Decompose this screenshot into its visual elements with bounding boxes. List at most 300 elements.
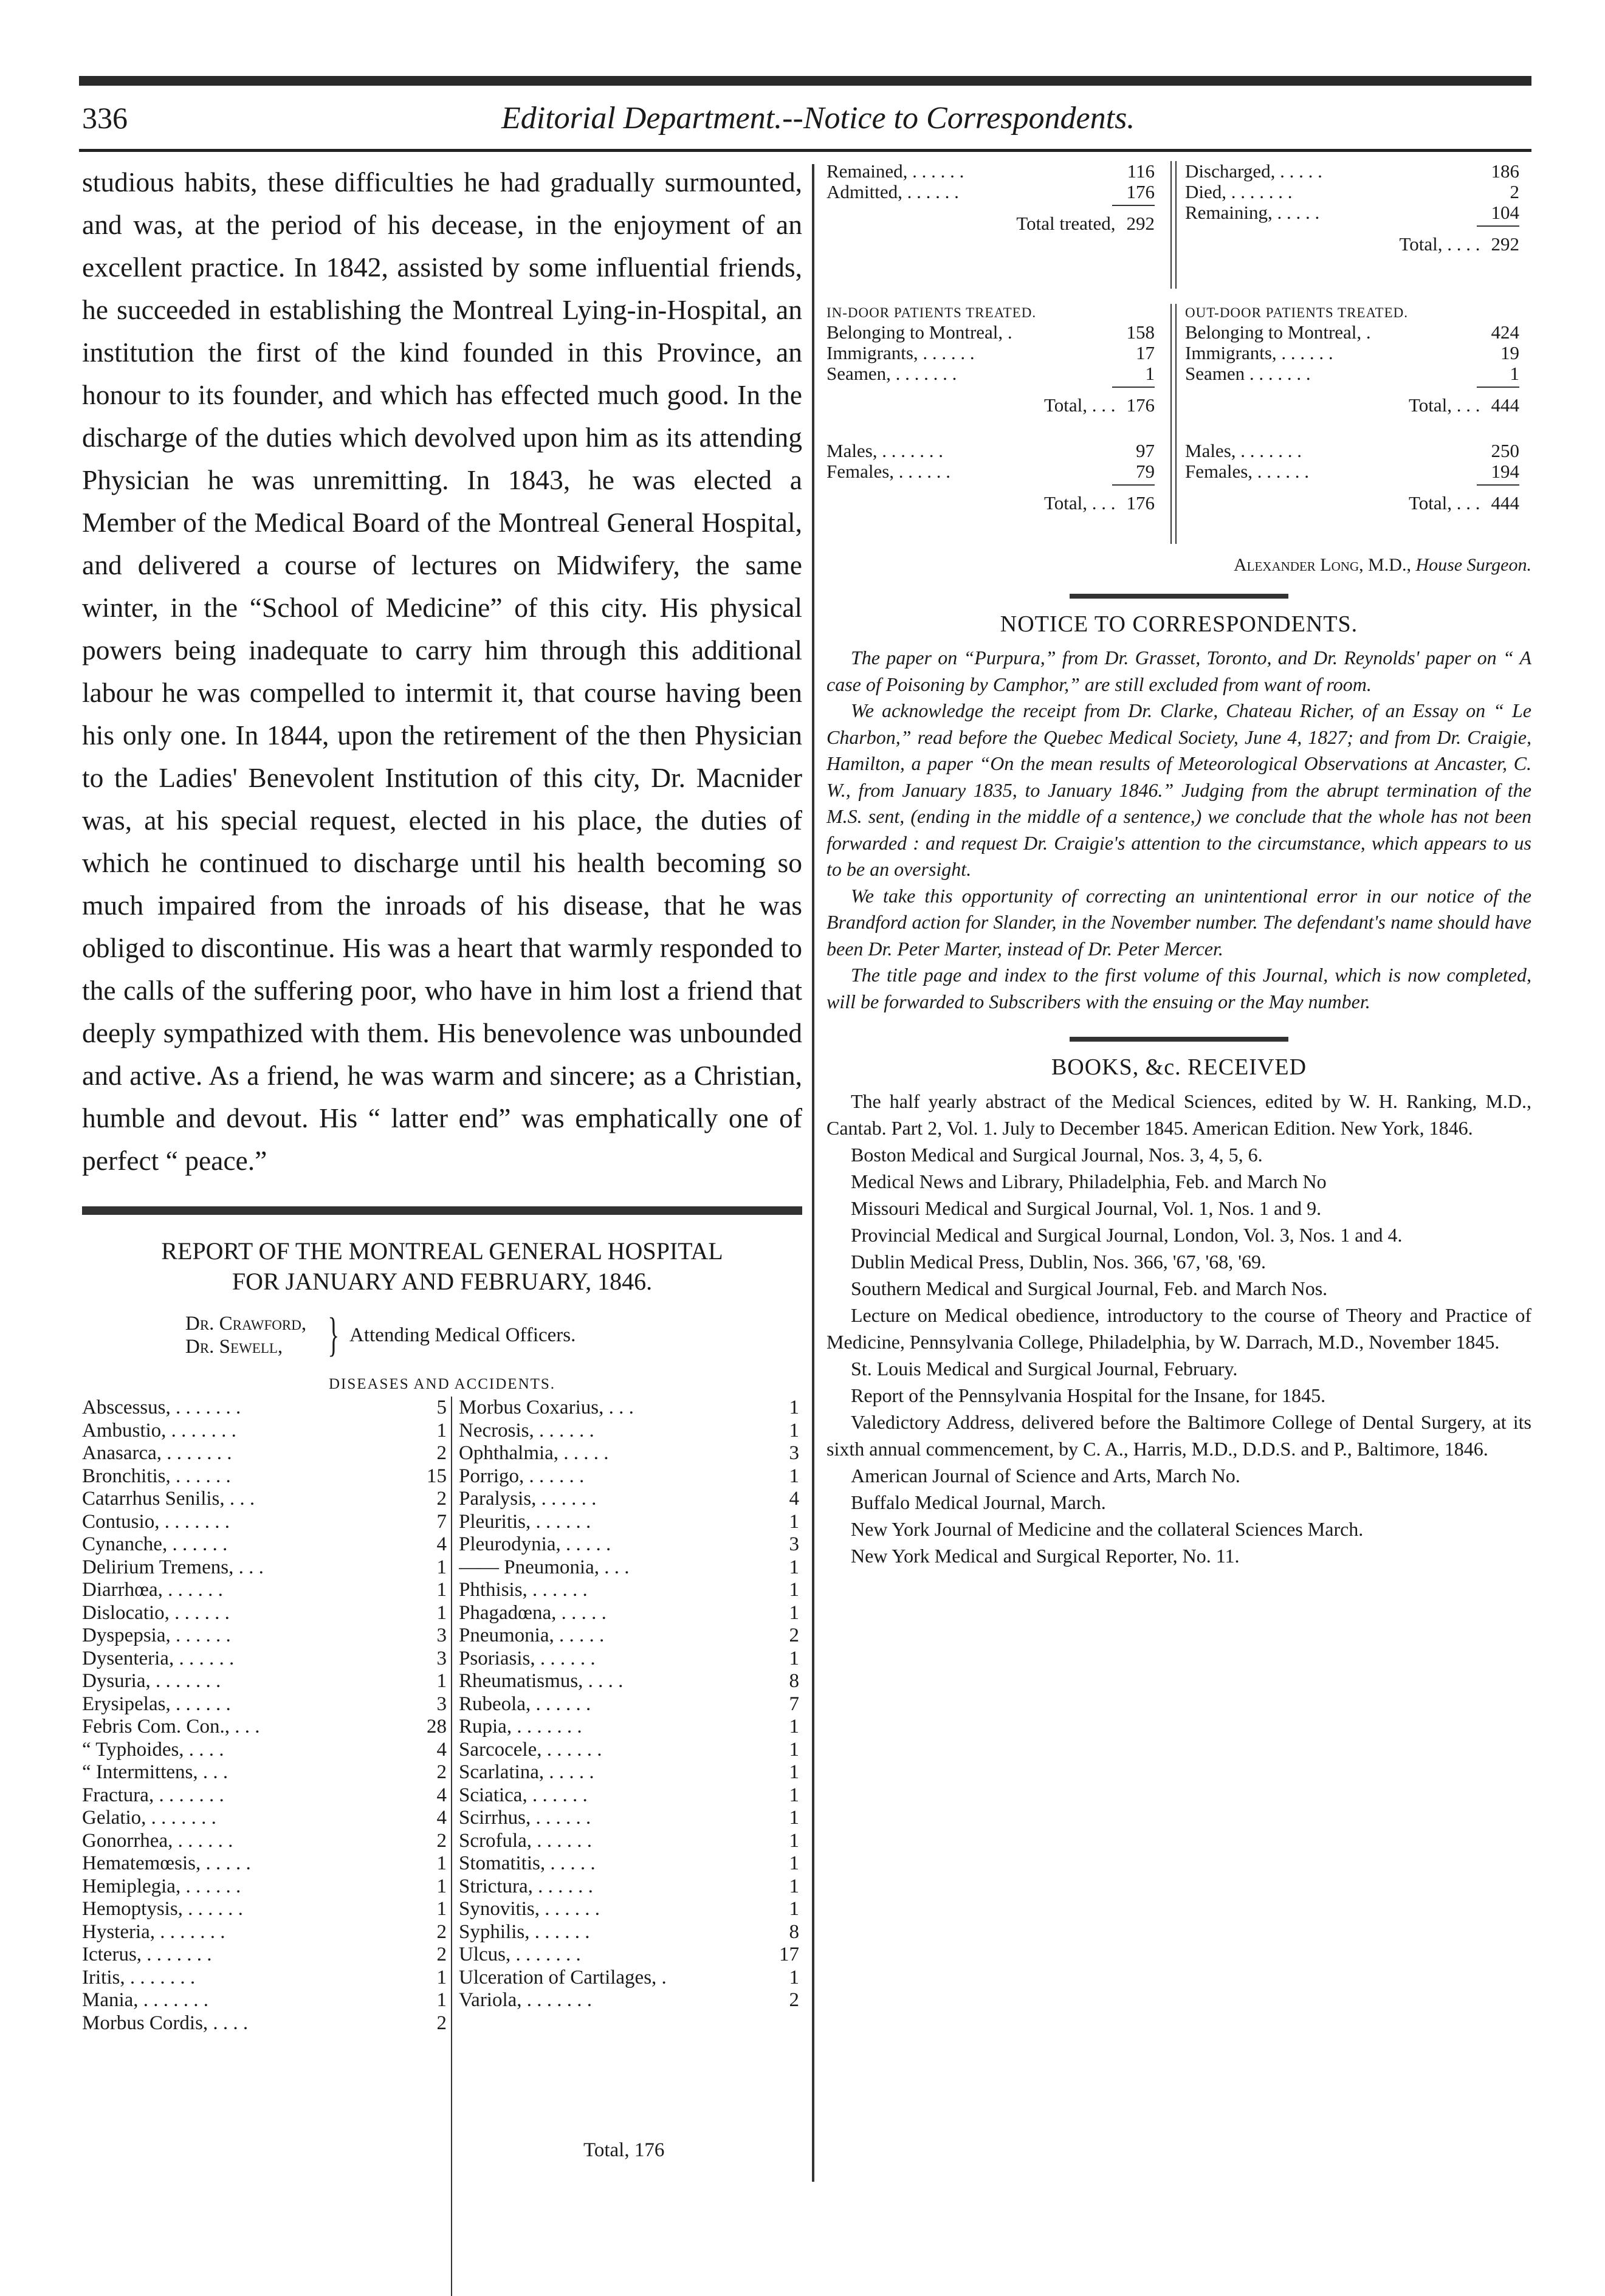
row-value: 1 [436,1966,447,1988]
row-label: Bronchitis, . . . . . . [82,1465,231,1487]
row-label: Hysteria, . . . . . . . [82,1920,225,1943]
row-label: Ambustio, . . . . . . . [82,1419,236,1442]
row-value: 1 [436,1670,447,1692]
row-label: Iritis, . . . . . . . [82,1966,196,1988]
row-label: Delirium Tremens, . . . [82,1556,264,1578]
row-label: Pneumonia, . . . . . [459,1624,605,1646]
table-row [459,1830,799,1853]
books-section [827,1088,1531,1569]
out-door-heading: OUT-DOOR PATIENTS TREATED. [1185,305,1408,320]
row-value: 7 [436,1510,447,1533]
row-value: 1 [436,1875,447,1897]
row-label: Diarrhœa, . . . . . . [82,1579,223,1601]
out-total-value: 444 [1491,394,1519,416]
table-row [82,2012,447,2035]
table-row [459,1488,799,1511]
in-sex-total-label: Total, . . . [1043,492,1116,514]
row-value: 4 [436,1533,447,1555]
row-label: Contusio, . . . . . . . [82,1510,230,1533]
row-label: Ophthalmia, . . . . . [459,1442,609,1464]
row-value: 97 [1136,440,1155,461]
table-row [82,1533,447,1556]
book-entry: Lecture on Medical obedience, introductory to the course of Theory and Practice of Medicine, Pennsylvania College, Philadelphia, by W. Darrach, M.D., November 1845. [827,1304,1531,1353]
table-row [1185,202,1519,223]
row-label: Variola, . . . . . . . [459,1989,593,2011]
row-value: 4 [436,1807,447,1829]
row-value: 1 [789,1465,799,1487]
report-total [583,2139,664,2162]
row-label: Anasarca, . . . . . . . [82,1442,232,1464]
book-entry: Provincial Medical and Surgical Journal, London, Vol. 3, Nos. 1 and 4. [851,1224,1403,1246]
officer-name: Dr. Sewell, [185,1336,283,1358]
left-column [82,161,802,2034]
row-value: 1 [789,1579,799,1601]
table-row [459,1579,799,1602]
row-label: Mania, . . . . . . . [82,1989,209,2011]
biography-paragraph: studious habits, these difficulties he had gradually surmounted, and was, at the period of his decease, in the enjoyment of an excellent practice. In 1842, assisted by some influential friends, he succeeded in establishing the Montreal Lying-in-Hospital, an institution the first of the kind founded in this Province, an honour to its founder, and which has effected much good. In the discharge of the duties which devolved upon him as its attending Physician he was unremitting. In 1843, he was elected a Member of the Medical Board of the Montreal General Hospital, and delivered a course of lectures on Midwifery, the same winter, in the “School of Medicine” of this city. His physical powers being inadequate to carry him through this additional labour he was compelled to intermit it, that course having been his only one. In 1844, upon the retirement of the then Physician to the Ladies' Benevolent Institution of this city, Dr. Macnider was, at his special request, elected in his place, the duties of which he continued to discharge until his health becoming so much impaired from the inroads of his disease, that he was obliged to discontinue. His was a heart that warmly responded to the calls of the suffering poor, who have in him lost a friend that deeply sympathized with them. His benevolence was unbounded and active. As a friend, he was warm and sincere; as a Christian, humble and devout. His “ latter end” was emphatically one of perfect “ peace.” [82,167,802,1176]
row-value: 15 [427,1465,447,1487]
book-entry: Missouri Medical and Surgical Journal, Vol. 1, Nos. 1 and 9. [851,1197,1322,1219]
row-value: 176 [1126,181,1155,202]
table-row [82,1693,447,1716]
diseases-separator [451,1397,452,2296]
table-row [1185,182,1519,202]
row-label: Sarcocele, . . . . . . [459,1738,602,1761]
table-row [459,1511,799,1534]
row-value: 1 [436,1898,447,1920]
row-label: Remaining, . . . . . [1185,202,1320,223]
row-value: 1 [789,1875,799,1897]
row-label: Ulcus, . . . . . . . [459,1944,581,1965]
notice-title: NOTICE TO CORRESPONDENTS. [1000,611,1358,637]
row-label: Abscessus, . . . . . . . [82,1397,241,1418]
row-value: 2 [789,1989,799,2011]
row-value: 1 [789,1784,799,1806]
row-value: 250 [1491,440,1519,461]
row-label: Phagadœna, . . . . . [459,1601,607,1624]
row-label: Immigrants, . . . . . . [827,342,975,363]
row-label: Belonging to Montreal, . [1185,321,1371,343]
row-label: Immigrants, . . . . . . [1185,342,1333,363]
row-label: Hemoptysis, . . . . . . [82,1898,243,1920]
officer-names [185,1312,306,1358]
row-value: 1 [789,1556,799,1578]
table-row [82,1898,447,1921]
row-value: 2 [436,1761,447,1783]
book-entry: Report of the Pennsylvania Hospital for the Insane, for 1845. [851,1384,1326,1406]
row-label: “ Intermittens, . . . [82,1761,229,1783]
row-value: 2 [789,1624,799,1646]
row-value: 1 [789,1647,799,1669]
row-value: 1 [436,1852,447,1874]
table-row [82,1875,447,1899]
officer-name: Dr. Crawford, [185,1313,307,1335]
row-label: Admitted, . . . . . . [827,181,959,202]
row-label: Cynanche, . . . . . . [82,1533,228,1555]
row-value: 7 [789,1693,799,1715]
row-label: Fractura, . . . . . . . [82,1784,224,1806]
row-value: 1 [436,1579,447,1601]
book-entry: Medical News and Library, Philadelphia, Feb. and March No [851,1170,1327,1192]
stats-separator [1170,304,1172,441]
table-row [82,1761,447,1784]
row-value: 2 [436,1944,447,1965]
row-label: Febris Com. Con., . . . [82,1716,260,1737]
table-row [459,1693,799,1716]
row-value: 28 [427,1716,447,1737]
row-value: 19 [1500,342,1519,363]
row-value: 8 [789,1670,799,1692]
row-value: 17 [779,1944,799,1965]
row-value: 1 [436,1989,447,2011]
top-border-rule [79,76,1531,86]
table-row [82,1442,447,1465]
out-sex-total-label: Total, . . . [1408,492,1480,514]
table-row [82,1465,447,1488]
table-row [82,1648,447,1671]
row-label: Scirrhus, . . . . . . [459,1807,591,1829]
row-label: Dyspepsia, . . . . . . [82,1624,231,1646]
table-row [827,441,1155,461]
row-label: Strictura, . . . . . . [459,1875,593,1897]
table-row [82,1989,447,2012]
table-row [82,1579,447,1602]
table-row [1185,363,1519,384]
table-row [827,322,1155,343]
table-row [827,161,1155,182]
in-sex-total [827,493,1155,514]
row-value: 186 [1491,160,1519,182]
row-label: —— Pneumonia, . . . [459,1556,630,1578]
sum-rule [1112,484,1155,486]
row-value: 3 [789,1533,799,1555]
row-value: 1 [789,1829,799,1852]
table-row [459,1739,799,1762]
table-row [827,461,1155,482]
diseases-heading: DISEASES AND ACCIDENTS. [328,1376,556,1392]
row-label: Rubeola, . . . . . . [459,1693,591,1715]
row-value: 1 [1145,363,1155,384]
row-value: 1 [789,1601,799,1624]
row-label: Females, . . . . . . [1185,461,1310,482]
stats-separator [1175,441,1177,544]
row-label: Psoriasis, . . . . . . [459,1647,596,1669]
column-divider [812,164,814,2182]
book-entry: St. Louis Medical and Surgical Journal, February. [851,1358,1238,1380]
row-label: Ulceration of Cartilages, . [459,1966,667,1988]
in-total-value: 176 [1126,394,1155,416]
summary-left [827,161,1155,234]
row-value: 5 [436,1397,447,1418]
table-row [459,1898,799,1921]
table-row [1185,461,1519,482]
running-head: Editorial Department.--Notice to Correspondents. [501,101,1135,136]
stats-separator [1175,161,1177,289]
row-label: Pleuritis, . . . . . . [459,1510,591,1533]
row-label: Sciatica, . . . . . . [459,1784,588,1806]
row-label: Morbus Cordis, . . . . [82,2012,249,2034]
row-value: 2 [436,1488,447,1510]
book-entry: Buffalo Medical Journal, March. [851,1491,1106,1513]
sum-rule [1112,205,1155,206]
table-row [82,1602,447,1625]
table-row [827,363,1155,384]
book-entry: Dublin Medical Press, Dublin, Nos. 366, '67, '68, '69. [851,1251,1266,1273]
table-row [82,1716,447,1739]
table-row [82,1397,447,1420]
row-label: Hematemœsis, . . . . . [82,1852,251,1874]
in-total-label: Total, . . . [1043,394,1116,416]
row-value: 1 [789,1397,799,1418]
row-value: 1 [436,1419,447,1442]
row-value: 4 [436,1784,447,1806]
table-row [82,1511,447,1534]
row-label: Paralysis, . . . . . . [459,1488,597,1510]
in-sex-total-value: 176 [1126,492,1155,514]
table-row [459,1648,799,1671]
row-value: 17 [1136,342,1155,363]
table-row [459,1716,799,1739]
diseases-right-list [459,1397,799,2012]
page-header [82,100,1531,137]
row-label: Catarrhus Senilis, . . . [82,1488,255,1510]
book-entry: Southern Medical and Surgical Journal, Feb. and March Nos. [851,1277,1328,1299]
row-value: 194 [1491,461,1519,482]
row-label: Gelatio, . . . . . . . [82,1807,216,1829]
brace-glyph: } [328,1308,340,1361]
row-value: 2 [436,2012,447,2034]
row-value: 116 [1127,160,1155,182]
table-row [459,1442,799,1465]
row-label: Dysuria, . . . . . . . [82,1670,221,1692]
row-label: Porrigo, . . . . . . [459,1465,585,1487]
row-value: 1 [789,1966,799,1988]
row-label: Morbus Coxarius, . . . [459,1397,634,1418]
row-value: 104 [1491,202,1519,223]
page-number: 336 [82,101,128,135]
table-row [459,1875,799,1899]
row-label: Stomatitis, . . . . . [459,1852,596,1874]
sum-rule [1477,225,1519,227]
row-value: 1 [436,1601,447,1624]
table-row [459,1397,799,1420]
row-value: 1 [789,1898,799,1920]
table-row [827,343,1155,363]
table-row [82,1739,447,1762]
row-value: 1 [789,1761,799,1783]
row-label: Rheumatismus, . . . . [459,1670,624,1692]
total-label: Total, [583,2139,630,2161]
signature-name: Alexander Long, M.D., [1233,555,1411,575]
notice-paragraph: We acknowledge the receipt from Dr. Clarke, Chateau Richer, of an Essay on “ Le Charbon,” read before the Quebec Medical Society, June 4, 1827; and from Dr. Craigie, Hamilton, a paper “On the mean results of Meteorological Observations at Ancaster, C. W., from January 1835, to January 1846.” Judging from the abrupt termination of the M.S. sent, (ending in the middle of a sentence,) we conclude that the whole has not been forwarded : and request Dr. Craigie's attention to the circumstance, which appears to us to be an oversight. [827,699,1531,880]
row-label: Scarlatina, . . . . . [459,1761,594,1783]
row-label: Gonorrhea, . . . . . . [82,1829,233,1852]
row-value: 1 [789,1807,799,1829]
origin-block [827,304,1531,441]
summary-right-total-label: Total, . . . . [1399,233,1480,255]
section-rule [1070,594,1288,599]
out-sex-total [1185,493,1519,514]
row-label: Syphilis, . . . . . . [459,1920,590,1943]
table-row [459,1989,799,2012]
book-entry: New York Medical and Surgical Reporter, No. 11. [851,1545,1240,1567]
row-label: “ Typhoides, . . . . [82,1738,224,1761]
out-door-sex [1185,441,1519,514]
right-column [827,161,1531,1569]
row-value: 4 [789,1488,799,1510]
summary-left-total [827,213,1155,234]
stats-separator [1170,441,1172,544]
stats-separator [1170,161,1172,289]
decorative-rule [82,1206,802,1215]
row-value: 158 [1126,321,1155,343]
table-row [1185,343,1519,363]
row-label: Dislocatio, . . . . . . [82,1601,230,1624]
row-label: Scrofula, . . . . . . [459,1829,593,1852]
table-row [1185,161,1519,182]
books-title: BOOKS, &c. RECEIVED [1051,1054,1307,1080]
table-row [459,1852,799,1875]
row-label: Synovitis, . . . . . . [459,1898,600,1920]
book-entry: Boston Medical and Surgical Journal, Nos. 3, 4, 5, 6. [851,1144,1263,1166]
row-value: 2 [436,1442,447,1464]
row-label: Females, . . . . . . [827,461,951,482]
row-value: 424 [1491,321,1519,343]
officers-role: Attending Medical Officers. [349,1324,576,1346]
table-row [459,1624,799,1648]
row-value: 1 [789,1738,799,1761]
out-total-label: Total, . . . [1408,394,1480,416]
row-label: Hemiplegia, . . . . . . [82,1875,241,1897]
table-row [827,182,1155,202]
table-row [82,1967,447,1990]
row-value: 79 [1136,461,1155,482]
out-door-total [1185,395,1519,416]
table-row [82,1852,447,1875]
attending-officers [82,1297,802,1376]
table-row [1185,441,1519,461]
signature-role: House Surgeon. [1415,555,1531,575]
row-label: Seamen, . . . . . . . [827,363,957,384]
table-row [459,1761,799,1784]
report-title-line1: REPORT OF THE MONTREAL GENERAL HOSPITAL [161,1237,723,1265]
sum-rule [1112,387,1155,388]
table-row [82,1921,447,1944]
table-row [1185,322,1519,343]
row-value: 1 [789,1419,799,1442]
book-entry: New York Journal of Medicine and the collateral Sciences March. [851,1518,1364,1540]
sex-block [827,441,1531,550]
row-value: 1 [789,1510,799,1533]
table-row [459,1465,799,1488]
table-row [82,1784,447,1807]
row-label: Discharged, . . . . . [1185,160,1322,182]
row-label: Males, . . . . . . . [827,440,944,461]
sum-rule [1477,387,1519,388]
header-rule [79,149,1531,152]
table-row [459,1807,799,1830]
row-label: Rupia, . . . . . . . [459,1716,582,1737]
table-row [82,1830,447,1853]
book-entry: The half yearly abstract of the Medical Sciences, edited by W. H. Ranking, M.D., Cantab. Part 2, Vol. 1. July to December 1845. American Edition. New York, 1846. [827,1090,1531,1139]
row-label: Dysenteria, . . . . . . [82,1647,235,1669]
diseases-left-list [82,1397,447,2035]
table-row [459,1670,799,1693]
row-label: Phthisis, . . . . . . [459,1579,588,1601]
out-door-origin [1185,304,1519,416]
row-value: 3 [436,1693,447,1715]
row-label: Belonging to Montreal, . [827,321,1012,343]
hospital-statistics [827,161,1531,576]
row-value: 1 [436,1556,447,1578]
row-value: 3 [789,1442,799,1464]
out-sex-total-value: 444 [1491,492,1519,514]
row-value: 8 [789,1920,799,1943]
in-door-total [827,395,1155,416]
table-row [459,1420,799,1443]
row-label: Necrosis, . . . . . . [459,1419,594,1442]
notice-paragraph: The title page and index to the first volume of this Journal, which is now completed, will be forwarded to Subscribers with the ensuing or the May number. [827,964,1531,1012]
row-value: 1 [1510,363,1519,384]
summary-block [827,161,1531,304]
row-label: Remained, . . . . . . [827,160,964,182]
table-row [459,1921,799,1944]
row-value: 2 [436,1829,447,1852]
row-value: 3 [436,1647,447,1669]
summary-left-total-value: 292 [1126,213,1155,234]
table-row [82,1556,447,1579]
row-value: 1 [789,1716,799,1737]
table-row [459,1784,799,1807]
table-row [459,1967,799,1990]
summary-right-total-value: 292 [1491,233,1519,255]
in-door-origin [827,304,1155,416]
notice-section [827,645,1531,1015]
book-entry: American Journal of Science and Arts, March No. [851,1465,1240,1487]
section-rule [1070,1037,1288,1042]
row-value: 2 [436,1920,447,1943]
total-value: 176 [634,2139,665,2161]
summary-left-total-label: Total treated, [1016,213,1116,234]
table-row [82,1488,447,1511]
table-row [82,1807,447,1830]
notice-paragraph: The paper on “Purpura,” from Dr. Grasset, Toronto, and Dr. Reynolds' paper on “ A case of Poisoning by Camphor,” are still excluded from want of room. [827,647,1531,695]
table-row [459,1533,799,1556]
row-label: Pleurodynia, . . . . . [459,1533,611,1555]
row-label: Seamen . . . . . . . [1185,363,1311,384]
row-label: Males, . . . . . . . [1185,440,1302,461]
notice-paragraph: We take this opportunity of correcting an unintentional error in our notice of the Brandford action for Slander, in the November number. The defendant's name should have been Dr. Peter Marter, instead of Dr. Peter Mercer. [827,884,1531,960]
table-row [82,1670,447,1693]
table-row [459,1944,799,1967]
in-door-sex [827,441,1155,514]
row-label: Icterus, . . . . . . . [82,1944,212,1965]
row-value: 3 [436,1624,447,1646]
table-row [82,1624,447,1648]
row-value: 2 [1510,181,1519,202]
stats-separator [1175,304,1177,441]
report-title-line2: FOR JANUARY AND FEBRUARY, 1846. [232,1268,653,1295]
in-door-heading: IN-DOOR PATIENTS TREATED. [827,305,1037,320]
table-row [459,1602,799,1625]
row-value: 4 [436,1738,447,1761]
row-value: 1 [789,1852,799,1874]
table-row [82,1420,447,1443]
report-signature [827,555,1531,576]
row-label: Erysipelas, . . . . . . [82,1693,231,1715]
summary-right [1185,161,1519,255]
row-label: Died, . . . . . . . [1185,181,1293,202]
